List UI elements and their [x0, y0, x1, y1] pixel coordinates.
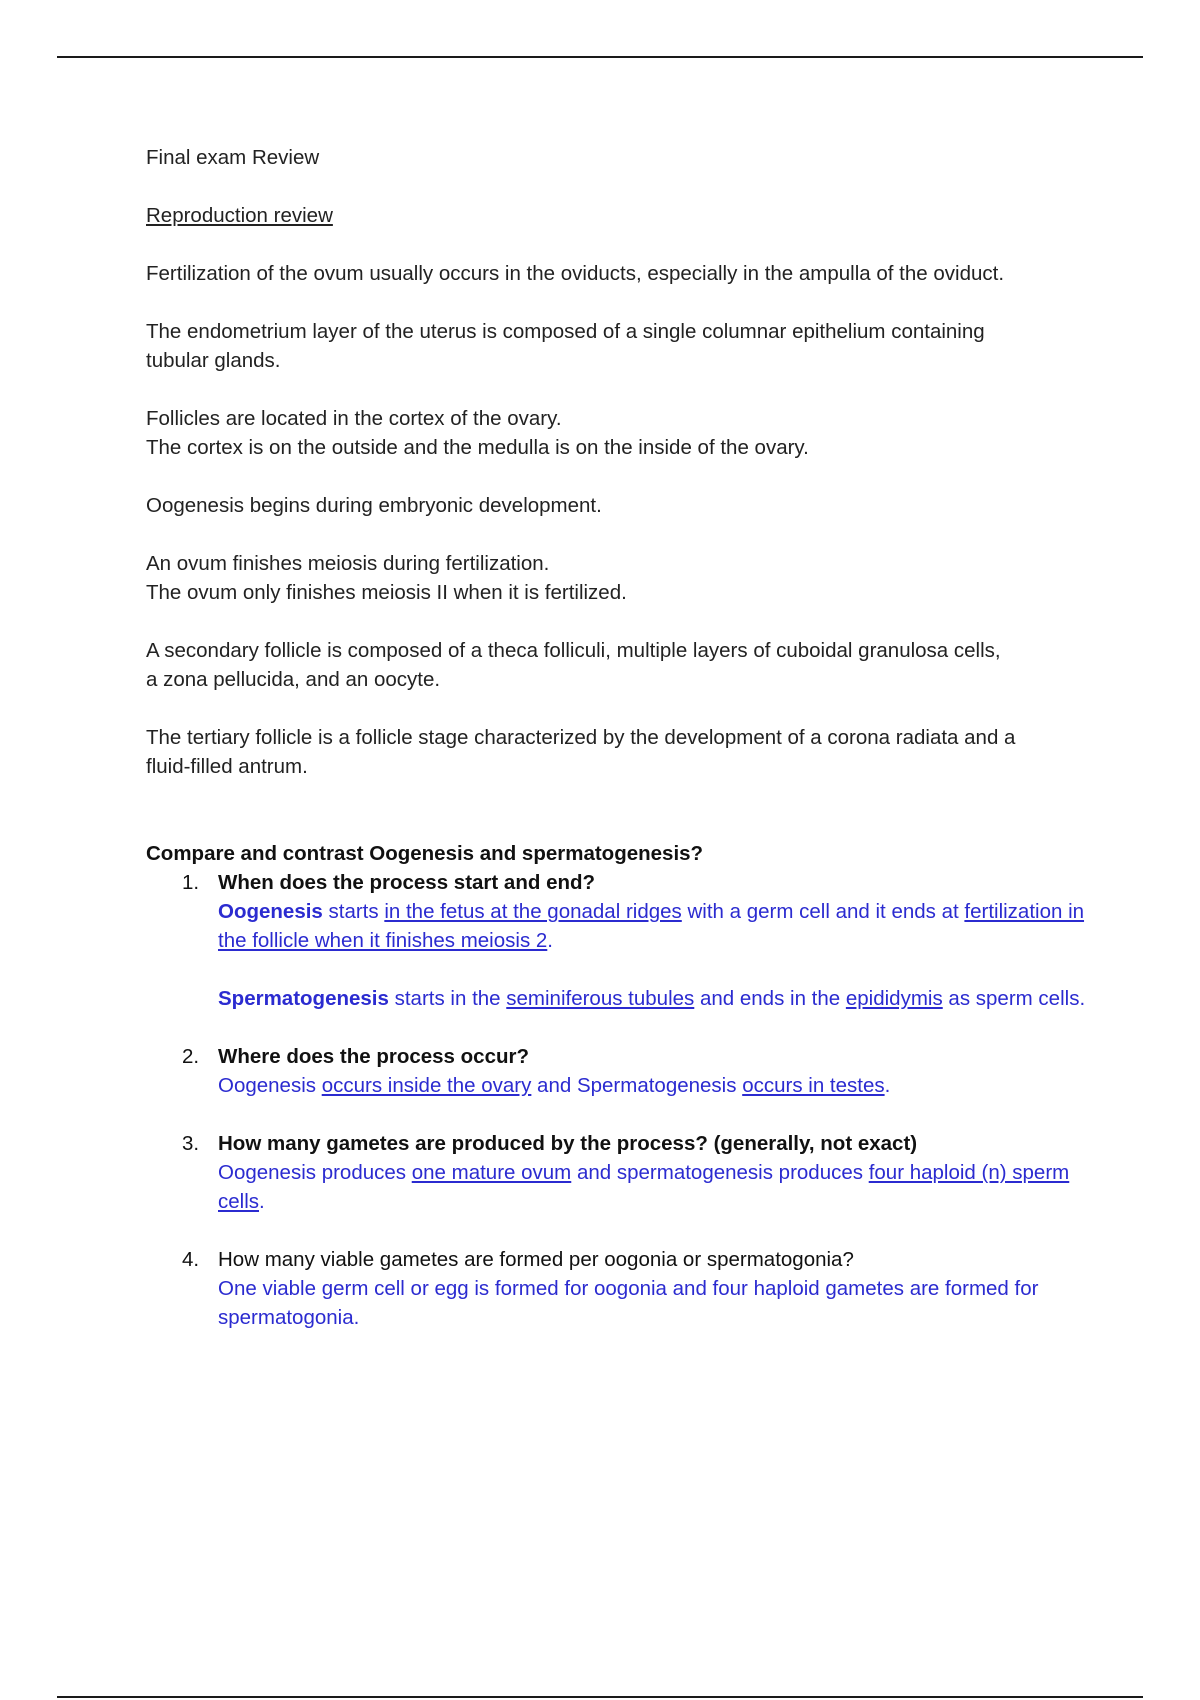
- paragraph-oogenesis: [146, 491, 1106, 520]
- question-text: When does the process start and end?: [218, 871, 596, 894]
- answer-text: and ends in the: [694, 987, 846, 1010]
- document-page: [146, 143, 1106, 1361]
- question-item: [146, 1129, 1106, 1216]
- paragraph-line: tubular glands.: [146, 349, 281, 372]
- answer-text: as sperm cells.: [942, 987, 1086, 1010]
- question-text: How many viable gametes are formed per oogonia or spermatogonia?: [218, 1248, 854, 1271]
- paragraph-fertilization: [146, 259, 1106, 288]
- answer-viable-gametes: One viable germ cell or egg is formed for oogonia and four haploid gametes are formed for spermatogonia.: [218, 1277, 1039, 1329]
- question-number: 3.: [182, 1132, 200, 1155]
- paragraph-secondary-follicle: [146, 636, 1106, 694]
- question-item: [146, 1245, 1106, 1332]
- answer-text: starts in the: [388, 987, 507, 1010]
- answer-term: Spermatogenesis: [218, 987, 389, 1010]
- paragraph-line: Follicles are located in the cortex of the ovary.: [146, 407, 562, 430]
- answer-text: starts: [322, 900, 385, 923]
- answer-text: Oogenesis produces: [218, 1161, 412, 1184]
- paragraph-line: Fertilization of the ovum usually occurs in the oviducts, especially in the ampulla of the oviduct.: [146, 262, 1005, 285]
- answer-text: Oogenesis: [218, 1074, 322, 1097]
- answer-location: [218, 1071, 1106, 1100]
- compare-heading: Compare and contrast Oogenesis and spermatogenesis?: [146, 842, 704, 865]
- answer-underlined: epididymis: [845, 987, 943, 1010]
- paragraph-line: The tertiary follicle is a follicle stage characterized by the development of a corona radiata and a: [146, 726, 1016, 749]
- top-rule: [57, 56, 1143, 58]
- answer-underlined: four haploid (n) sperm cells: [218, 1161, 1070, 1213]
- section-heading: Reproduction review: [146, 204, 333, 227]
- answer-underlined: occurs in testes: [742, 1074, 885, 1097]
- bottom-rule: [57, 1696, 1143, 1698]
- question-text: How many gametes are produced by the process? (generally, not exact): [218, 1132, 918, 1155]
- paragraph-line: A secondary follicle is composed of a theca folliculi, multiple layers of cuboidal granulosa cells,: [146, 639, 1001, 662]
- answer-spermatogenesis: [218, 984, 1106, 1013]
- answer-underlined: in the fetus at the gonadal ridges: [384, 900, 682, 923]
- paragraph-line: The cortex is on the outside and the medulla is on the inside of the ovary.: [146, 436, 809, 459]
- answer-oogenesis: [218, 897, 1106, 955]
- answer-term: Oogenesis: [218, 900, 323, 923]
- paragraph-line: a zona pellucida, and an oocyte.: [146, 668, 441, 691]
- answer-underlined: one mature ovum: [411, 1161, 572, 1184]
- answer-text: .: [884, 1074, 891, 1097]
- spacer: [146, 810, 1106, 839]
- question-item: [146, 868, 1106, 1013]
- paragraph-endometrium: [146, 317, 1106, 375]
- paragraph-line: An ovum finishes meiosis during fertilization.: [146, 552, 550, 575]
- paragraph-line: fluid-filled antrum.: [146, 755, 308, 778]
- answer-text: and spermatogenesis produces: [571, 1161, 869, 1184]
- paragraph-line: The ovum only finishes meiosis II when it is fertilized.: [146, 581, 627, 604]
- question-number: 4.: [182, 1248, 200, 1271]
- question-number: 2.: [182, 1045, 200, 1068]
- paragraph-follicles: [146, 404, 1106, 462]
- answer-text: .: [547, 929, 553, 952]
- question-list: [146, 868, 1106, 1332]
- answer-underlined: occurs inside the ovary: [321, 1074, 532, 1097]
- answer-underlined: seminiferous tubules: [506, 987, 695, 1010]
- paragraph-line: The endometrium layer of the uterus is composed of a single columnar epithelium containing: [146, 320, 985, 343]
- answer-text: and Spermatogenesis: [531, 1074, 743, 1097]
- question-text: Where does the process occur?: [218, 1045, 530, 1068]
- answer-gamete-count: [218, 1158, 1106, 1216]
- question-number: 1.: [182, 871, 200, 894]
- paragraph-line: Oogenesis begins during embryonic development.: [146, 494, 602, 517]
- document-title: Final exam Review: [146, 146, 320, 169]
- question-item: [146, 1042, 1106, 1100]
- answer-text: .: [259, 1190, 265, 1213]
- answer-text: with a germ cell and it ends at: [681, 900, 965, 923]
- paragraph-meiosis: [146, 549, 1106, 607]
- paragraph-tertiary-follicle: [146, 723, 1106, 781]
- answer-underlined: fertilization in the follicle when it finishes meiosis 2: [218, 900, 1085, 952]
